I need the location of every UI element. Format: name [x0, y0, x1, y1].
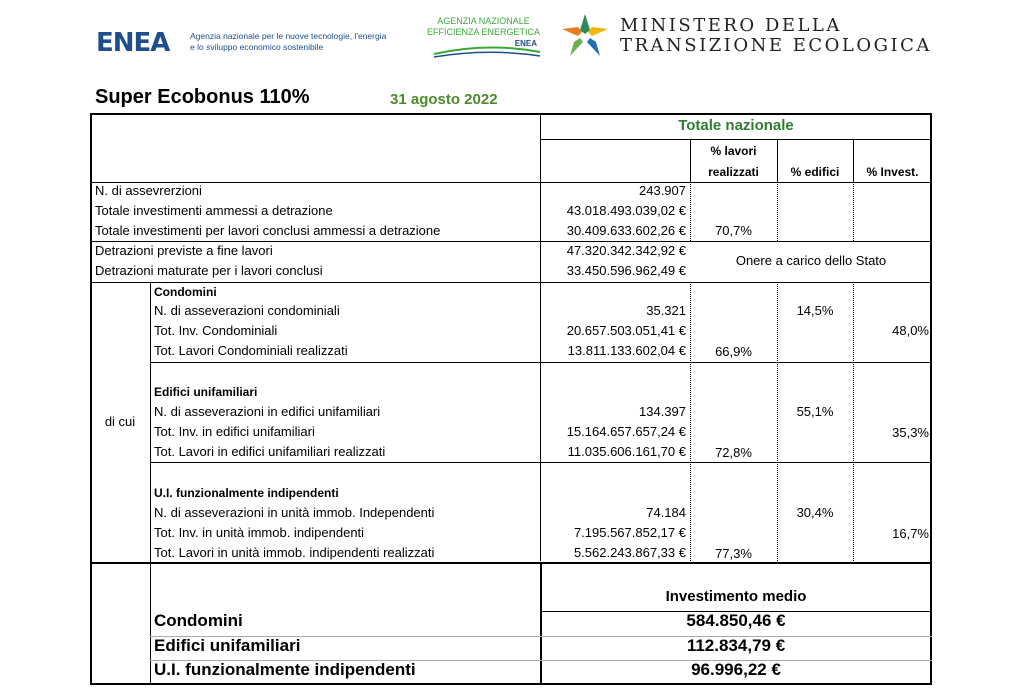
ministry-line1: MINISTERO DELLA [620, 15, 842, 36]
grid-line [90, 282, 932, 283]
di-cui-label: di cui [104, 414, 136, 429]
col-header-invest: % Invest. [866, 165, 919, 179]
swoosh-icon [432, 44, 542, 60]
grid-line [853, 182, 854, 241]
row-pct-edifici: 14,5% [796, 303, 834, 318]
report-date: 31 agosto 2022 [390, 91, 498, 108]
group-header: Totale nazionale [678, 117, 794, 134]
investimento-label: U.I. funzionalmente indipendenti [154, 660, 416, 679]
row-value: 5.562.243.867,33 € [573, 545, 686, 560]
enea-desc-line2: e lo sviluppo economico sostenibile [190, 42, 324, 52]
row-value: 15.164.657.657,24 € [566, 424, 686, 439]
row-pct-edifici: 55,1% [796, 404, 834, 419]
row-pct-lavori: 77,3% [715, 546, 752, 561]
row-pct-invest: 35,3% [892, 425, 929, 440]
row-label: Detrazioni maturate per i lavori conclusi [95, 263, 323, 278]
row-value: 11.035.606.161,70 € [567, 444, 686, 459]
investimento-value: 96.996,22 € [691, 660, 781, 679]
grid-line [150, 462, 932, 463]
row-pct-edifici: 30,4% [796, 505, 834, 520]
grid-line [90, 562, 932, 564]
row-value: 33.450.596.962,49 € [566, 263, 686, 278]
row-value: 7.195.567.852,17 € [573, 525, 686, 540]
section-heading: Edifici unifamiliari [154, 385, 258, 399]
investimento-header: Investimento medio [665, 588, 807, 605]
grid-line [540, 139, 932, 140]
row-value: 20.657.503.051,41 € [566, 323, 686, 338]
col-header-lavori-line2: realizzati [708, 165, 759, 179]
row-label: N. di assevrerzioni [95, 183, 202, 198]
grid-line [150, 282, 151, 685]
row-value: 134.397 [639, 404, 686, 419]
row-value: 35.321 [646, 303, 686, 318]
ministry-line2: TRANSIZIONE ECOLOGICA [620, 35, 932, 56]
agency-line2: EFFICIENZA ENERGETICA [426, 27, 540, 37]
ministry-name [620, 16, 932, 56]
grid-line [90, 241, 932, 242]
row-label: N. di asseverazioni condominiali [154, 303, 340, 318]
row-value: 30.409.633.602,26 € [566, 223, 686, 238]
grid-line [690, 282, 691, 561]
investimento-value: 112.834,79 € [686, 636, 786, 655]
row-label: Tot. Lavori Condominiali realizzati [154, 343, 348, 358]
agency-brand: ENEA [514, 39, 537, 48]
row-label: Totale investimenti per lavori conclusi ammessi a detrazione [95, 223, 441, 238]
enea-description [190, 31, 400, 53]
row-label: N. di asseverazioni in unità immob. Independenti [154, 505, 435, 520]
row-value: 74.184 [646, 505, 686, 520]
investimento-value: 584.850,46 € [686, 611, 786, 630]
row-label: Detrazioni previste a fine lavori [95, 243, 273, 258]
enea-desc-line1: Agenzia nazionale per le nuove tecnologie, l'energia [190, 31, 387, 41]
row-label: Tot. Inv. in unità immob. indipendenti [154, 525, 365, 540]
enea-logo: ENEA [96, 28, 170, 58]
agency-line1: AGENZIA NAZIONALE [437, 16, 530, 26]
grid-line [150, 362, 932, 363]
row-label: Totale investimenti ammessi a detrazione [95, 203, 333, 218]
investimento-label: Edifici unifamiliari [154, 636, 301, 655]
row-pct-invest: 16,7% [892, 526, 929, 541]
section-heading: Condomini [154, 285, 217, 299]
onere-note: Onere a carico dello Stato [735, 253, 887, 268]
row-label: Tot. Lavori in edifici unifamiliari realizzati [154, 444, 386, 459]
investimento-label: Condomini [154, 611, 243, 630]
row-value: 243.907 [639, 183, 686, 198]
col-header-lavori-line1: % lavori [710, 144, 757, 158]
row-pct-lavori: 72,8% [715, 445, 752, 460]
ministry-star-icon [560, 12, 610, 58]
grid-line [777, 182, 778, 241]
row-label: Tot. Lavori in unità immob. indipendenti realizzati [154, 545, 435, 560]
col-header-lavori [690, 143, 777, 180]
col-header-edifici: % edifici [790, 165, 840, 179]
row-value: 43.018.493.039,02 € [566, 203, 686, 218]
page-title: Super Ecobonus 110% [95, 86, 310, 108]
row-label: Tot. Inv. in edifici unifamiliari [154, 424, 315, 439]
row-pct-lavori: 66,9% [715, 344, 752, 359]
grid-line [90, 182, 932, 183]
row-label: Tot. Inv. Condominiali [154, 323, 278, 338]
row-value: 13.811.133.602,04 € [567, 343, 686, 358]
row-label: N. di asseverazioni in edifici unifamiliari [154, 404, 381, 419]
section-heading: U.I. funzionalmente indipendenti [154, 486, 339, 500]
row-pct-lavori: 70,7% [715, 223, 752, 238]
row-pct-invest: 48,0% [892, 323, 929, 338]
row-value: 47.320.342.342,92 € [566, 243, 686, 258]
